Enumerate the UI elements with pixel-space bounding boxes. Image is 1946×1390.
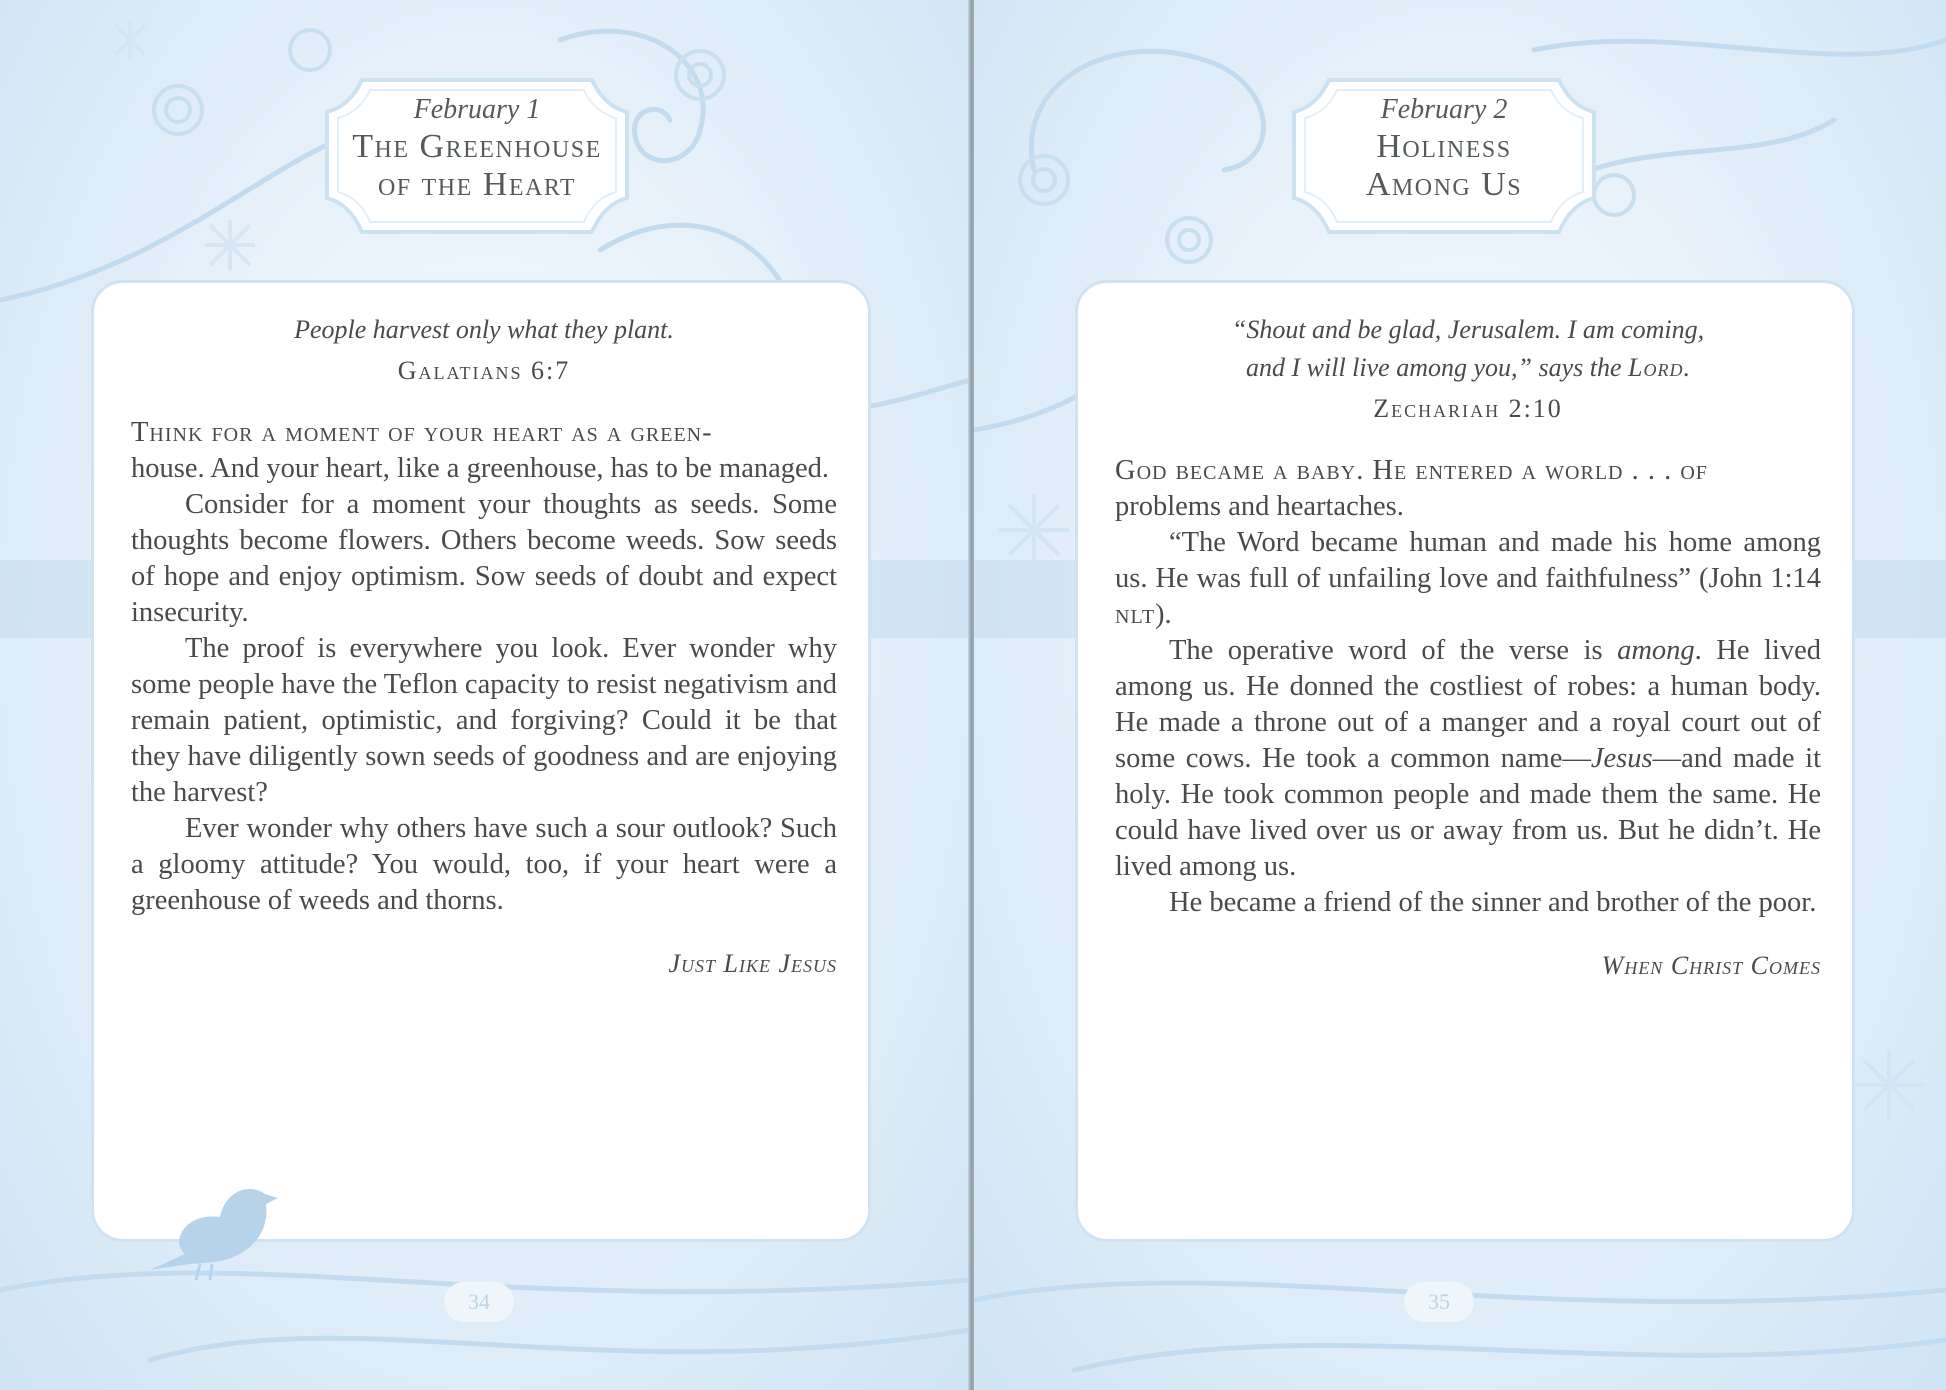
date-title-label <box>322 70 632 242</box>
bird-silhouette-icon <box>130 1172 280 1282</box>
entry-date: February 1 <box>413 94 541 125</box>
scripture-verse <box>1115 311 1821 387</box>
paragraph-text: “The Word became human and made his home among us. He was full of unfailing love and faithfulness” (John 1:14 <box>1115 527 1821 594</box>
paragraph <box>131 415 837 487</box>
paragraph <box>1115 633 1821 885</box>
scripture-reference: Galatians 6:7 <box>397 356 571 385</box>
paragraph-text: . He lived among us. He donned the costliest of robes: a human body. He made a throne out of a manger and a royal court out of some cows. He took a common name— <box>1115 635 1822 774</box>
verse-line: and I will live among you,” says the <box>1246 353 1622 382</box>
entry-title-line2: Among Us <box>1365 166 1523 203</box>
paragraph-text: ). <box>1155 599 1172 630</box>
small-caps-lead: God became a baby. He entered a world . . . of <box>1115 455 1708 486</box>
devotional-body <box>1115 453 1821 921</box>
date-title-label <box>1289 70 1599 242</box>
small-caps-lead: Think for a moment of your heart as a green- <box>131 417 713 448</box>
devotional-card <box>1075 280 1855 1242</box>
right-page <box>974 0 1946 1390</box>
entry-title-line1: Holiness <box>1376 128 1512 165</box>
verse-punct: . <box>1683 353 1690 382</box>
devotional-card <box>91 280 871 1242</box>
entry-title-line1: The Greenhouse <box>352 128 602 165</box>
page-number: 35 <box>1404 1282 1474 1322</box>
paragraph <box>1115 453 1821 525</box>
paragraph-text: problems and heartaches. <box>1115 491 1404 522</box>
verse-small-caps: Lord <box>1628 353 1684 382</box>
devotional-body <box>131 415 837 919</box>
paragraph-text: The operative word of the verse is <box>1169 635 1603 666</box>
book-source: When Christ Comes <box>1601 951 1821 980</box>
left-page <box>0 0 970 1390</box>
paragraph: He became a friend of the sinner and brother of the poor. <box>1169 887 1817 918</box>
small-caps-abbrev: nlt <box>1115 599 1156 630</box>
paragraph: The proof is everywhere you look. Ever wonder why some people have the Teflon capacity to resist negativism and remain patient, optimistic, and forgiving? Could it be that they have diligently sown seeds of goodness and are enjoying the harvest? <box>131 633 837 808</box>
italic-word: among <box>1617 635 1695 666</box>
paragraph <box>1115 525 1821 633</box>
paragraph-text: —and made it holy. He took common people and made them the same. He could have lived over us or away from us. But he didn’t. He lived among us. <box>1115 743 1821 882</box>
scripture-reference: Zechariah 2:10 <box>1373 394 1563 423</box>
paragraph: Ever wonder why others have such a sour outlook? Such a gloomy attitude? You would, too, if your heart were a greenhouse of weeds and thorns. <box>131 813 837 916</box>
paragraph-text: house. And your heart, like a greenhouse, has to be managed. <box>131 453 830 484</box>
entry-date: February 2 <box>1380 94 1508 125</box>
paragraph: Consider for a moment your thoughts as seeds. Some thoughts become flowers. Others become weeds. Sow seeds of hope and enjoy optimism. Sow seeds of doubt and expect insecurity. <box>131 489 837 628</box>
entry-title-line2: of the Heart <box>377 166 577 203</box>
page-number: 34 <box>444 1282 514 1322</box>
book-source: Just Like Jesus <box>668 949 837 978</box>
italic-word: Jesus <box>1590 743 1653 774</box>
scripture-verse: People harvest only what they plant. <box>294 315 674 344</box>
verse-line: “Shout and be glad, Jerusalem. I am coming, <box>1231 315 1705 344</box>
